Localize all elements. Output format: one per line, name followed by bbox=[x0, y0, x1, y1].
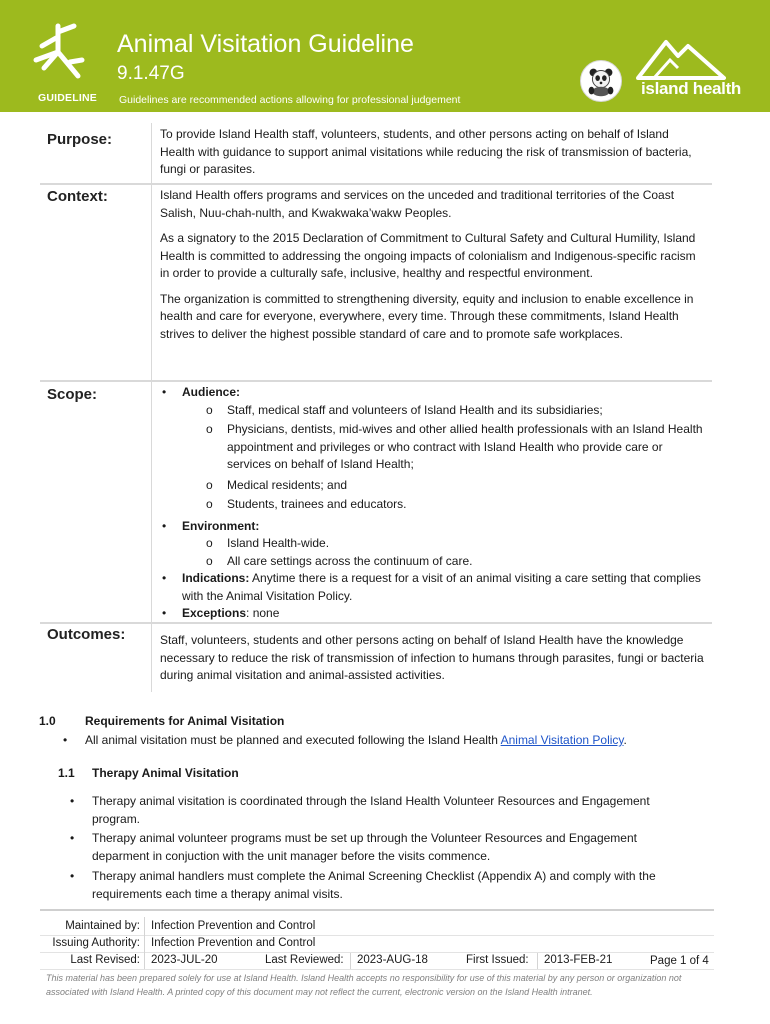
outcomes-text bbox=[160, 632, 705, 693]
disclaimer-text: This material has been prepared solely for use at Island Health. Island Health accepts no responsibility for use of this material by any person or organization not associated with Island Health. A printed copy of this document may not reflect the current, electronic version on the Island Health intranet. bbox=[46, 973, 682, 997]
island-health-logo-text: island health bbox=[641, 79, 742, 98]
audience-heading: Audience: bbox=[182, 385, 241, 399]
outcomes-section bbox=[40, 624, 712, 692]
circle-bullet-icon: o bbox=[206, 477, 213, 492]
bullet-text bbox=[85, 732, 627, 750]
scope-section bbox=[40, 382, 712, 624]
purpose-paragraph: To provide Island Health staff, volunteers, students, and other persons acting on behalf of Island Health with guidance to support animal visitations while reducing the risk of transmission of bacteria, fungi or parasites. bbox=[160, 127, 692, 176]
guideline-label: GUIDELINE bbox=[38, 92, 97, 104]
audience-item: Staff, medical staff and volunteers of Island Health and its subsidiaries; bbox=[227, 402, 603, 417]
first-issued-value: 2013-FEB-21 bbox=[544, 954, 613, 966]
bullet-icon: • bbox=[162, 571, 167, 585]
purpose-section bbox=[40, 123, 712, 185]
panda-icon bbox=[580, 60, 622, 102]
circle-bullet-icon: o bbox=[206, 553, 213, 568]
footer-row-line bbox=[40, 969, 714, 970]
bullet-icon: • bbox=[70, 794, 75, 808]
section-number: 1.1 bbox=[58, 766, 75, 780]
list-item bbox=[160, 535, 705, 553]
last-reviewed-label: Last Reviewed: bbox=[265, 954, 344, 966]
environment-item: All care settings across the continuum of care. bbox=[227, 553, 473, 568]
footer-separator bbox=[350, 953, 351, 969]
list-item bbox=[160, 402, 705, 420]
maintained-by-value: Infection Prevention and Control bbox=[151, 920, 316, 932]
list-item bbox=[160, 553, 705, 571]
bullet-icon: • bbox=[162, 606, 167, 620]
context-text bbox=[160, 187, 705, 351]
list-item bbox=[160, 421, 705, 474]
signpost-icon bbox=[30, 22, 88, 84]
circle-bullet-icon: o bbox=[206, 422, 213, 436]
audience-item: Medical residents; and bbox=[227, 477, 348, 492]
context-paragraph: The organization is committed to strengthening diversity, equity and inclusion to enable excellence in health and care for everyone, everywhere, every time. Through these commitments, Island Health strives to deliver the highest possible standard of care and to promote safe workplaces. bbox=[160, 291, 694, 341]
context-label: Context: bbox=[47, 188, 108, 205]
document-subtitle: Guidelines are recommended actions allowing for professional judgement bbox=[119, 94, 461, 106]
maintained-by-label: Maintained by: bbox=[65, 920, 140, 932]
document-header bbox=[0, 0, 770, 112]
circle-bullet-icon: o bbox=[206, 402, 213, 417]
document-number: 9.1.47G bbox=[117, 63, 185, 84]
footer-row-line bbox=[40, 935, 714, 936]
circle-bullet-icon: o bbox=[206, 536, 213, 550]
scope-exceptions bbox=[160, 605, 705, 623]
issuing-authority-value: Infection Prevention and Control bbox=[151, 937, 316, 949]
scope-indications bbox=[160, 570, 705, 605]
context-paragraph: Island Health offers programs and services on the unceded and traditional territories of the Coast Salish, Nuu-chah-nulth, and Kwakwaka’wakw Peoples. bbox=[160, 188, 675, 220]
bullet-text-pre: All animal visitation must be planned and executed following the Island Health bbox=[85, 733, 501, 747]
scope-environment bbox=[160, 518, 705, 536]
indications-text: Anytime there is a request for a visit of an animal visiting a care setting that complies with the Animal Visitation Policy. bbox=[182, 571, 701, 603]
bullet-text: Therapy animal handlers must complete the Animal Screening Checklist (Appendix A) and comply with the requirements each time a therapy animal visits. bbox=[92, 869, 656, 901]
issuing-authority-label: Issuing Authority: bbox=[52, 937, 140, 949]
exceptions-text: : none bbox=[246, 606, 280, 620]
scope-label: Scope: bbox=[47, 386, 98, 403]
section-title: Therapy Animal Visitation bbox=[92, 766, 239, 780]
environment-item: Island Health-wide. bbox=[227, 536, 330, 550]
bullet-icon: • bbox=[63, 733, 68, 747]
island-health-logo-icon bbox=[636, 34, 726, 80]
section-number: 1.0 bbox=[39, 714, 56, 728]
bullet-icon: • bbox=[162, 385, 167, 399]
footer-divider bbox=[40, 909, 714, 911]
last-reviewed-value: 2023-AUG-18 bbox=[357, 954, 428, 966]
bullet-text: Therapy animal volunteer programs must be set up through the Volunteer Resources and Engagement deparment in conjuction with the unit manager before the visits commence. bbox=[92, 831, 637, 863]
table-column-divider bbox=[151, 123, 152, 692]
footer-separator bbox=[537, 953, 538, 969]
page-number: Page 1 of 4 bbox=[650, 955, 709, 967]
indications-heading: Indications: bbox=[182, 571, 250, 585]
context-paragraph: As a signatory to the 2015 Declaration of Commitment to Cultural Safety and Cultural Humility, Island Health is committed to addressing the ongoing impacts of colonialism and Indigenous-specific racism in order to provide a culturally safe, inclusive, healthy and respectful environment. bbox=[160, 231, 696, 280]
scope-audience bbox=[160, 384, 705, 402]
audience-item: Physicians, dentists, mid-wives and other allied health professionals with an Island Health appointment and privileges or who contract with Island Health who provide care or services on behalf of Island Health; bbox=[227, 422, 703, 471]
footer-column-divider bbox=[144, 917, 145, 969]
list-item bbox=[160, 496, 705, 514]
context-section bbox=[40, 185, 712, 382]
audience-item: Students, trainees and educators. bbox=[227, 497, 407, 511]
environment-heading: Environment: bbox=[182, 518, 260, 533]
bullet-icon: • bbox=[70, 831, 75, 845]
last-revised-label: Last Revised: bbox=[70, 954, 140, 966]
bullet-icon: • bbox=[162, 518, 167, 533]
outcomes-label: Outcomes: bbox=[47, 626, 126, 643]
first-issued-label: First Issued: bbox=[466, 954, 529, 966]
circle-bullet-icon: o bbox=[206, 497, 213, 511]
footer-row-line bbox=[40, 952, 714, 953]
bullet-icon: • bbox=[70, 869, 75, 883]
exceptions-heading: Exceptions bbox=[182, 606, 247, 620]
bullet-text-post: . bbox=[623, 733, 627, 747]
animal-visitation-policy-link[interactable]: Animal Visitation Policy bbox=[500, 733, 624, 747]
purpose-label: Purpose: bbox=[47, 131, 113, 148]
document-title: Animal Visitation Guideline bbox=[117, 30, 414, 58]
outcomes-paragraph: Staff, volunteers, students and other persons acting on behalf of Island Health have the knowledge necessary to reduce the risk of transmission of infection to humans through parasites, fungi or bacteria during animal visitation and animal-assisted activities. bbox=[160, 633, 704, 682]
section-title: Requirements for Animal Visitation bbox=[85, 714, 285, 728]
list-item bbox=[160, 477, 705, 495]
purpose-text bbox=[160, 126, 705, 187]
scope-text bbox=[160, 384, 705, 623]
bullet-text: Therapy animal visitation is coordinated through the Island Health Volunteer Resources and Engagement program. bbox=[92, 794, 650, 826]
last-revised-value: 2023-JUL-20 bbox=[151, 954, 218, 966]
